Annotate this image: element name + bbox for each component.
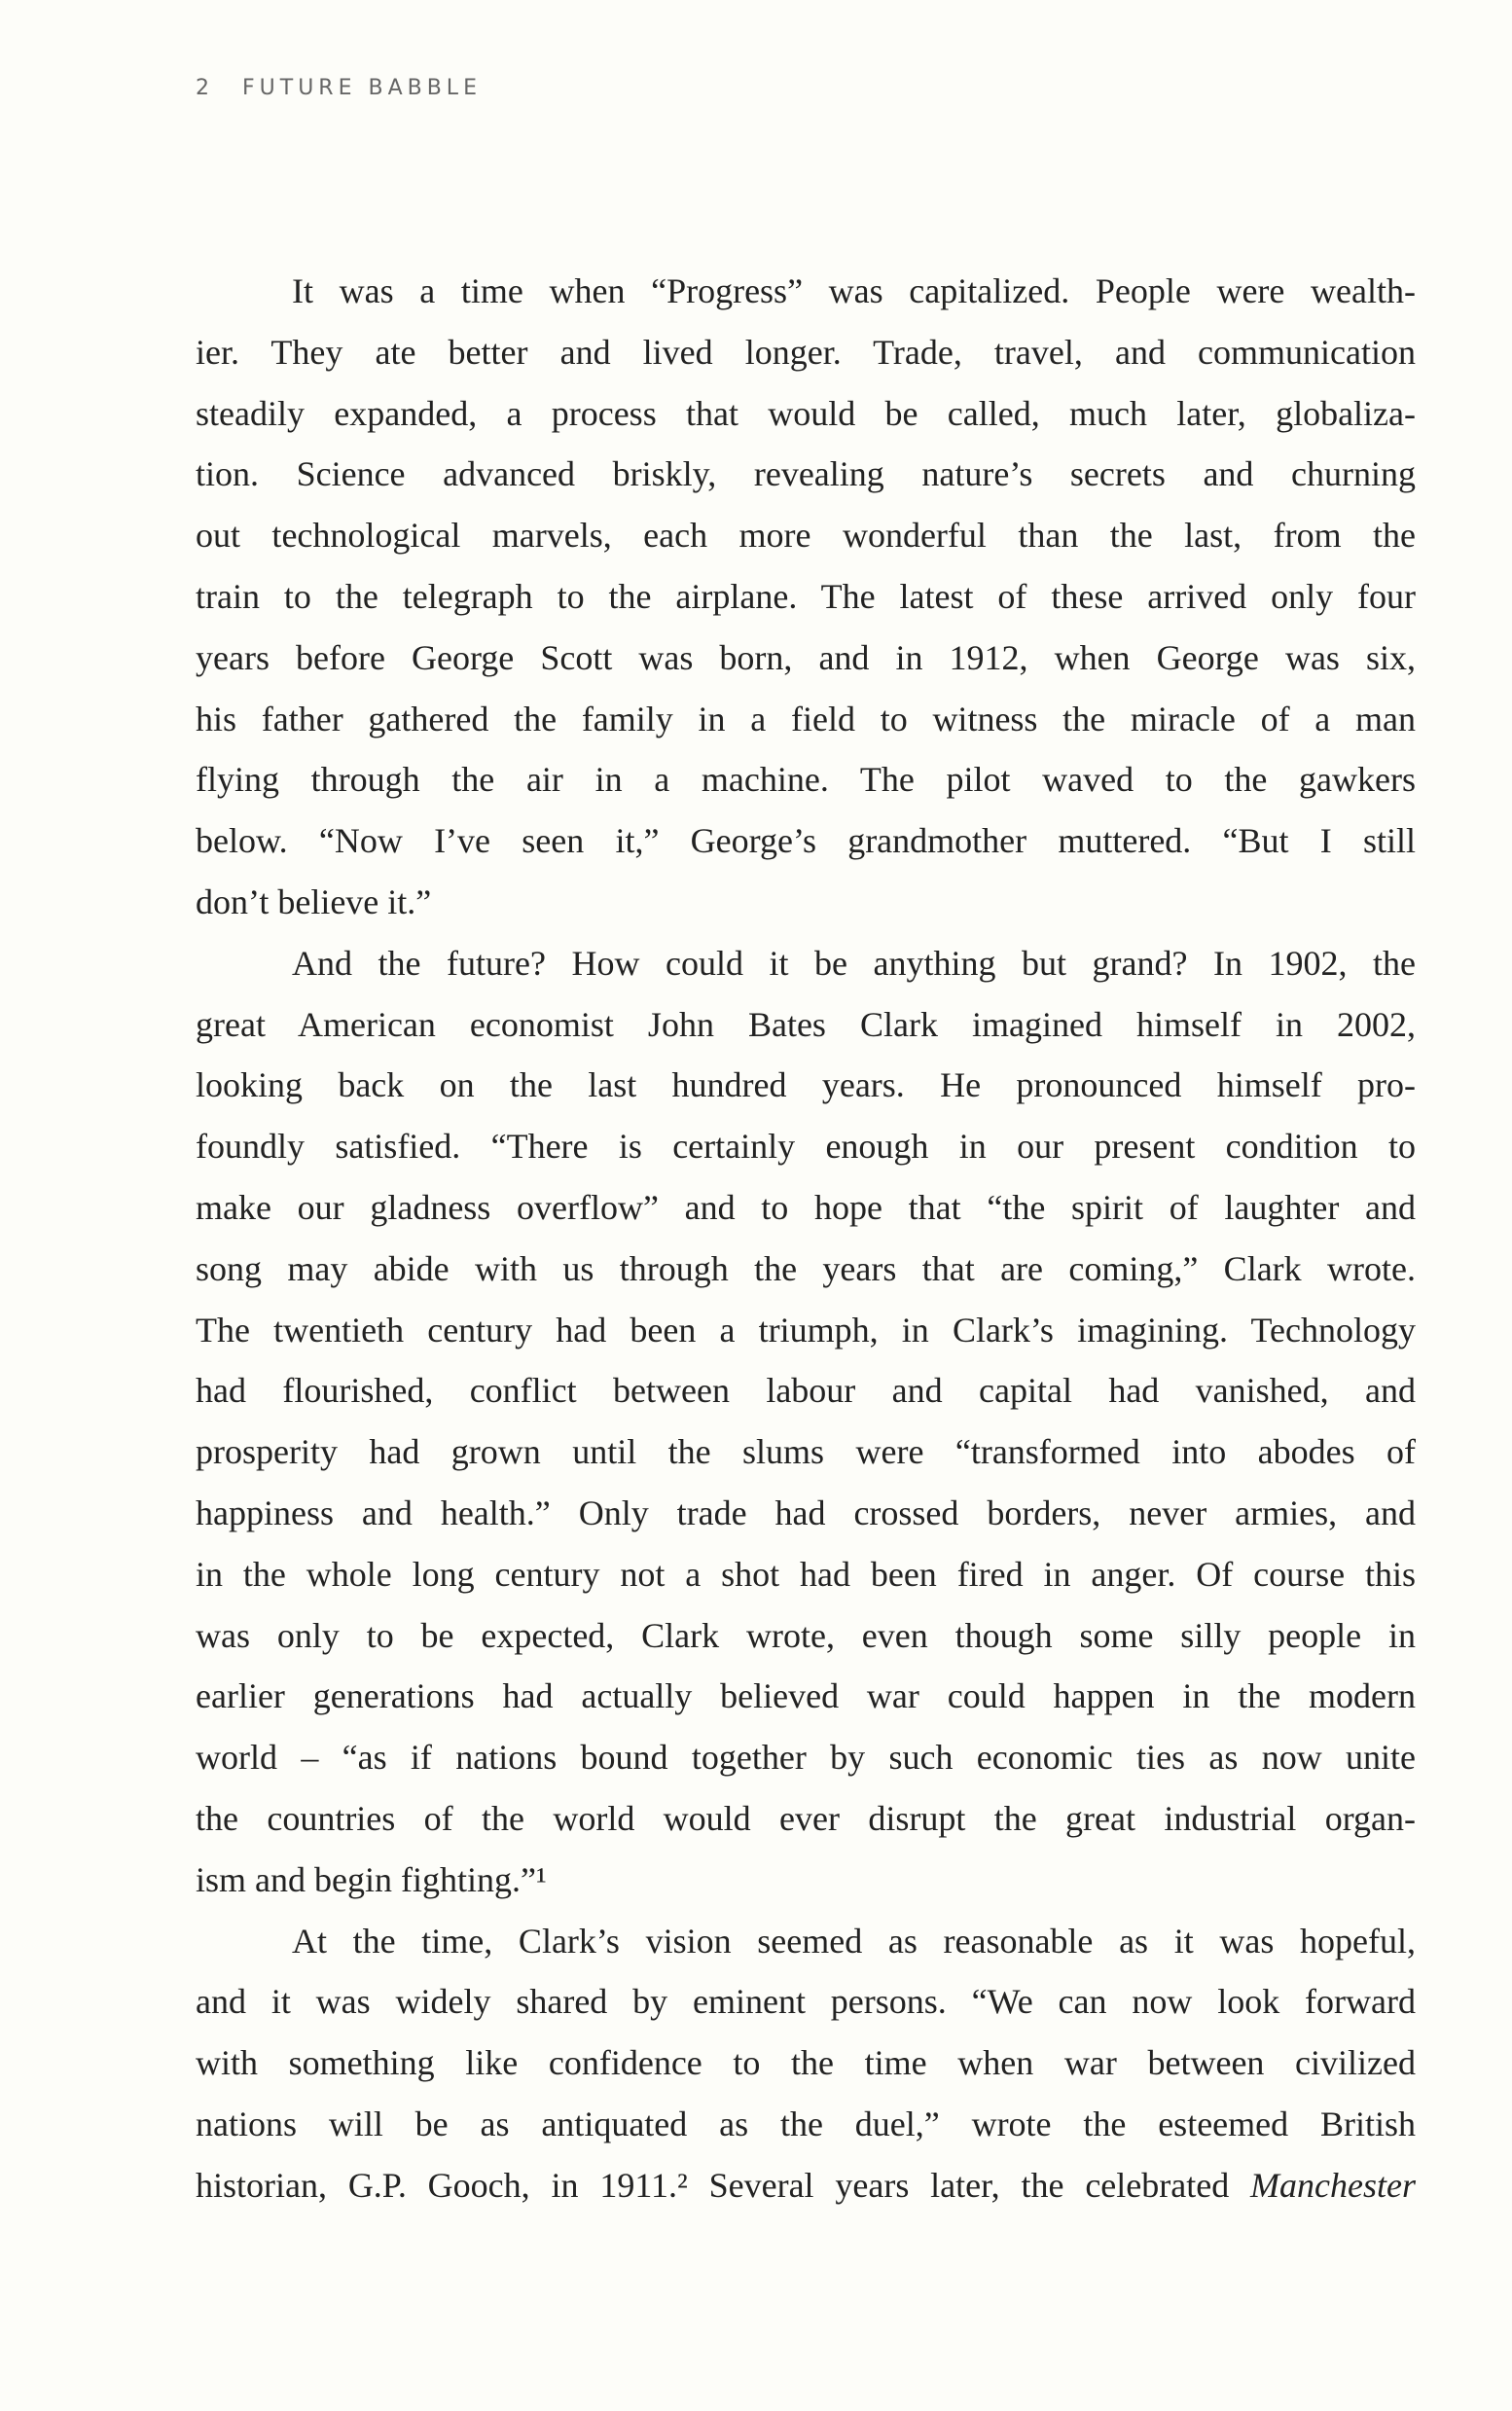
text-line: song may abide with us through the years that are coming,” Clark wrote. [196, 1248, 1416, 1288]
text-line: And the future? How could it be anything but grand? In 1902, the [292, 943, 1416, 983]
text-line: had flourished, conflict between labour and capital had vanished, and [196, 1371, 1416, 1411]
text-line: and it was widely shared by eminent persons. “We can now look forward [196, 1982, 1416, 2022]
text-line: It was a time when “Progress” was capitalized. People were wealth- [292, 271, 1416, 310]
text-line: don’t believe it.” [196, 882, 432, 921]
text-line: steadily expanded, a process that would be called, much later, globaliza- [196, 393, 1416, 433]
text-line: train to the telegraph to the airplane. The latest of these arrived only four [196, 576, 1416, 616]
text-line: happiness and health.” Only trade had crossed borders, never armies, and [196, 1493, 1416, 1532]
text-line: below. “Now I’ve seen it,” George’s grandmother muttered. “But I still [196, 821, 1416, 861]
text-line: foundly satisfied. “There is certainly enough in our present condition to [196, 1127, 1416, 1167]
text-line: nations will be as antiquated as the duel,” wrote the esteemed British [196, 2104, 1416, 2143]
text-line: ism and begin fighting.”¹ [196, 1859, 547, 1899]
text-line: earlier generations had actually believed war could happen in the modern [196, 1676, 1416, 1716]
text-line: the countries of the world would ever disrupt the great industrial organ- [196, 1798, 1416, 1838]
line-text: historian, G.P. Gooch, in 1911.² Several years later, the celebrated [196, 2165, 1251, 2205]
text-line: great American economist John Bates Clark imagined himself in 2002, [196, 1004, 1416, 1044]
text-line: in the whole long century not a shot had been fired in anger. Of course this [196, 1554, 1416, 1594]
text-line: ier. They ate better and lived longer. Trade, travel, and communication [196, 332, 1416, 372]
text-line: prosperity had grown until the slums were “transformed into abodes of [196, 1432, 1416, 1472]
body-text [196, 261, 1416, 2216]
text-line: out technological marvels, each more wonderful than the last, from the [196, 516, 1416, 556]
text-line: looking back on the last hundred years. He pronounced himself pro- [196, 1065, 1416, 1105]
running-header [196, 76, 482, 100]
running-title: FUTURE BABBLE [242, 76, 482, 100]
text-line: his father gathered the family in a field to witness the miracle of a man [196, 699, 1416, 738]
italic-title: Manchester [1250, 2165, 1416, 2205]
text-line: with something like confidence to the time when war between civilized [196, 2043, 1416, 2083]
text-line: make our gladness overflow” and to hope that “the spirit of laughter and [196, 1187, 1416, 1227]
text-line [196, 2155, 1416, 2216]
text-line: The twentieth century had been a triumph, in Clark’s imagining. Technology [196, 1310, 1416, 1349]
text-line: At the time, Clark’s vision seemed as reasonable as it was hopeful, [292, 1921, 1416, 1961]
text-line: world – “as if nations bound together by such economic ties as now unite [196, 1738, 1416, 1778]
page-number: 2 [196, 76, 209, 100]
text-line: was only to be expected, Clark wrote, even though some silly people in [196, 1615, 1416, 1655]
text-line: years before George Scott was born, and in 1912, when George was six, [196, 637, 1416, 677]
text-line: tion. Science advanced briskly, revealing nature’s secrets and churning [196, 454, 1416, 494]
text-line: flying through the air in a machine. The pilot waved to the gawkers [196, 760, 1416, 800]
